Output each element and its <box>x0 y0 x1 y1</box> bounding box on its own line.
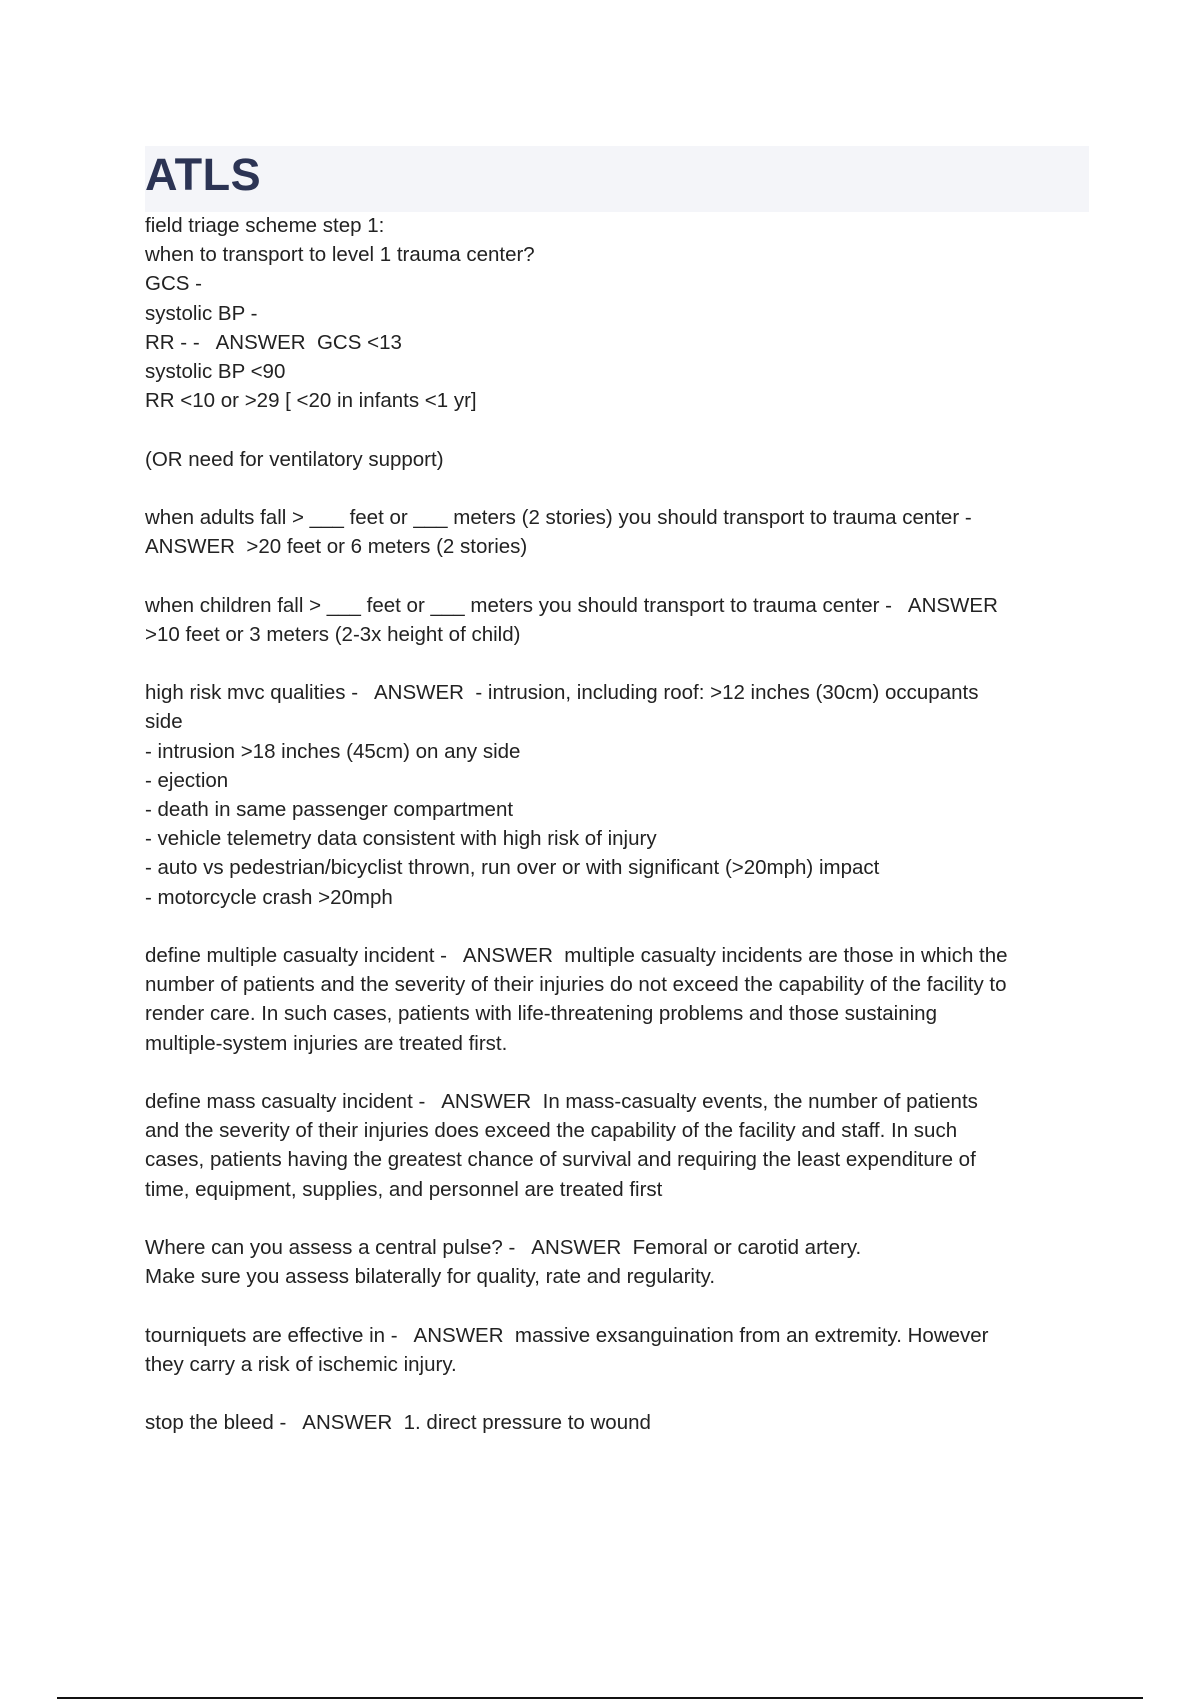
qa-card <box>145 1321 1090 1379</box>
footer-divider <box>57 1697 1143 1699</box>
qa-card <box>145 503 1090 561</box>
qa-card <box>145 591 1090 649</box>
card-line: (OR need for ventilatory support) <box>145 447 444 471</box>
card-line: - motorcycle crash >20mph <box>145 885 393 909</box>
card-line: Where can you assess a central pulse? - ANSWER Femoral or carotid artery. <box>145 1236 862 1260</box>
page-title: ATLS <box>145 149 262 200</box>
qa-card <box>145 1408 1090 1437</box>
card-line: systolic BP <90 <box>145 360 286 384</box>
card-line: multiple-system injuries are treated first. <box>145 1031 508 1055</box>
card-line: cases, patients having the greatest chance of survival and requiring the least expenditure of <box>145 1148 976 1172</box>
title-band <box>145 146 1089 212</box>
card-line: field triage scheme step 1: <box>145 214 385 237</box>
card-line: tourniquets are effective in - ANSWER massive exsanguination from an extremity. However <box>145 1323 989 1347</box>
card-line: >10 feet or 3 meters (2-3x height of child) <box>145 622 521 646</box>
card-line: GCS - <box>145 272 202 296</box>
card-line: ANSWER >20 feet or 6 meters (2 stories) <box>145 535 528 559</box>
card-line: high risk mvc qualities - ANSWER - intrusion, including roof: >12 inches (30cm) occupants <box>145 681 979 705</box>
card-blank-line <box>145 415 1090 444</box>
card-line: define mass casualty incident - ANSWER In mass-casualty events, the number of patients <box>145 1090 978 1114</box>
qa-card <box>145 211 1090 474</box>
qa-card <box>145 678 1090 912</box>
flashcard-list <box>145 211 1090 1467</box>
qa-card <box>145 1233 1090 1291</box>
card-line: - intrusion >18 inches (45cm) on any side <box>145 739 521 763</box>
card-line: time, equipment, supplies, and personnel are treated first <box>145 1177 663 1201</box>
card-line: and the severity of their injuries does exceed the capability of the facility and staff. In such <box>145 1119 958 1143</box>
card-line: number of patients and the severity of their injuries do not exceed the capability of the facility to <box>145 973 1007 997</box>
qa-card <box>145 1087 1090 1204</box>
card-line: - auto vs pedestrian/bicyclist thrown, run over or with significant (>20mph) impact <box>145 856 880 880</box>
card-line: side <box>145 710 183 734</box>
card-line: when to transport to level 1 trauma center? <box>145 243 535 267</box>
card-line: define multiple casualty incident - ANSWER multiple casualty incidents are those in which the <box>145 944 1008 968</box>
card-line: RR - - ANSWER GCS <13 <box>145 330 402 354</box>
card-line: render care. In such cases, patients with life-threatening problems and those sustaining <box>145 1002 937 1026</box>
card-line: - vehicle telemetry data consistent with high risk of injury <box>145 827 657 851</box>
card-line: when adults fall > ___ feet or ___ meters (2 stories) you should transport to trauma center - <box>145 506 972 530</box>
card-line: - ejection <box>145 768 229 792</box>
card-line: - death in same passenger compartment <box>145 798 514 822</box>
card-line: systolic BP - <box>145 301 258 325</box>
card-line: when children fall > ___ feet or ___ meters you should transport to trauma center - ANSWER <box>145 593 998 617</box>
qa-card <box>145 941 1090 1058</box>
card-line: RR <10 or >29 [ <20 in infants <1 yr] <box>145 389 477 413</box>
card-line: stop the bleed - ANSWER 1. direct pressure to wound <box>145 1411 651 1435</box>
card-line: Make sure you assess bilaterally for quality, rate and regularity. <box>145 1265 716 1289</box>
card-line: they carry a risk of ischemic injury. <box>145 1352 457 1376</box>
